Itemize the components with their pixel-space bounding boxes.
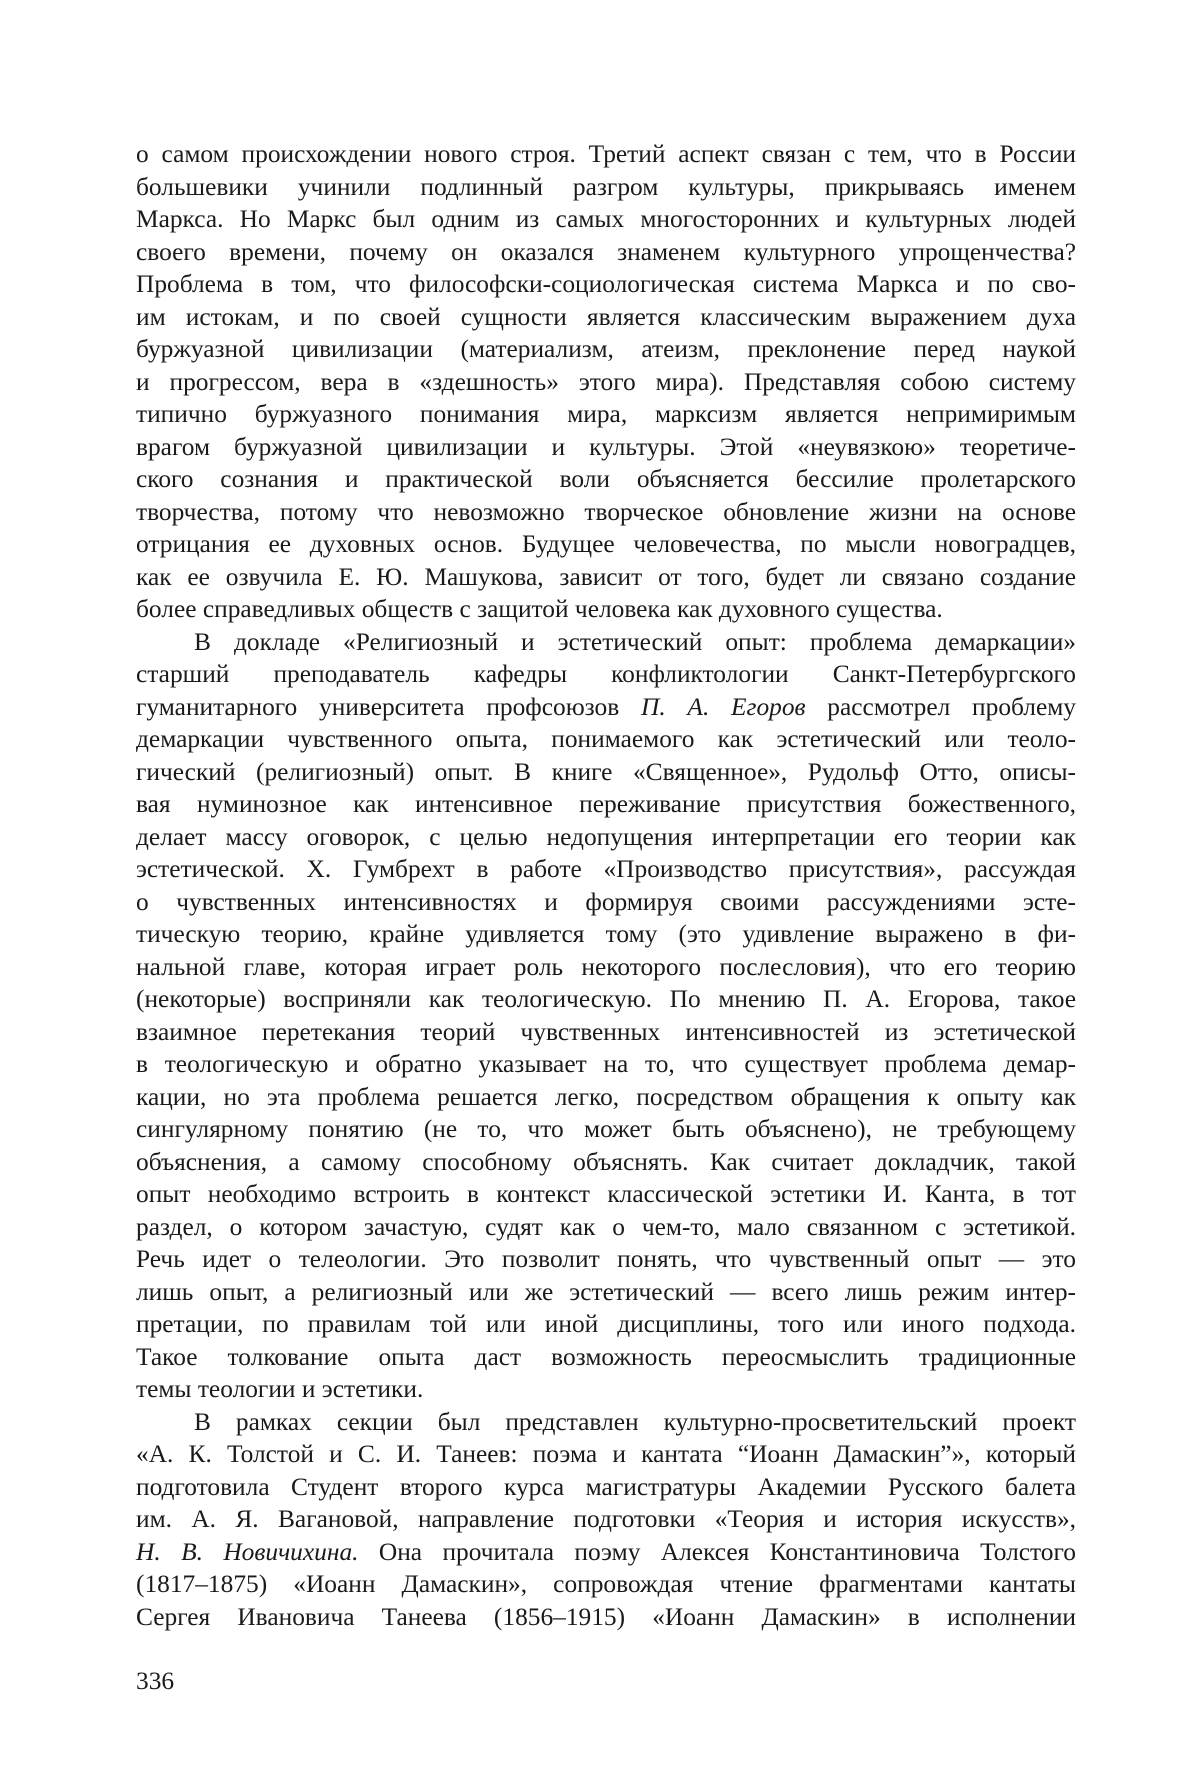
text-line: о самом происхождении нового строя. Третий аспект связан с тем, что в России	[136, 140, 1076, 168]
text-line-with-italic	[136, 1536, 1076, 1569]
text-line: им истокам, и по своей сущности является классическим выражением духа	[136, 302, 1076, 331]
text-line: своего времени, почему он оказался знаменем культурного упрощенчества?	[136, 237, 1076, 266]
text-line: в теологическую и обратно указывает на то, что существует проблема демар-	[136, 1050, 1076, 1078]
text-line: претации, по правилам той или иной дисциплины, того или иного подхода.	[136, 1310, 1076, 1338]
text-line: старший преподаватель кафедры конфликтологии Санкт-Петербургского	[136, 660, 1076, 688]
text-line: «А. К. Толстой и С. И. Танеев: поэма и кантата “Иоанн Дамаскин”», который	[136, 1440, 1076, 1468]
text-line: большевики учинили подлинный разгром культуры, прикрываясь именем	[136, 172, 1076, 201]
paragraph-1	[136, 138, 1076, 626]
text-line: тическую теорию, крайне удивляется тому (это удивление выражено в фи-	[136, 920, 1076, 948]
text-fragment: рассмотрел проблему	[805, 692, 1076, 721]
text-line: лишь опыт, а религиозный или же эстетический — всего лишь режим интер-	[136, 1277, 1076, 1306]
paragraph-3	[136, 1406, 1076, 1634]
text-line: Сергея Ивановича Танеева (1856–1915) «Иоанн Дамаскин» в исполнении	[136, 1602, 1076, 1631]
text-line: им. А. Я. Вагановой, направление подготовки «Теория и история искусств»,	[136, 1505, 1076, 1533]
text-line: ского сознания и практической воли объясняется бессилие пролетарского	[136, 465, 1076, 493]
text-line: отрицания ее духовных основ. Будущее человечества, по мысли новоградцев,	[136, 530, 1076, 558]
text-line: кации, но эта проблема решается легко, посредством обращения к опыту как	[136, 1082, 1076, 1111]
text-line: Маркса. Но Маркс был одним из самых многосторонних и культурных людей	[136, 205, 1076, 233]
body-text	[136, 138, 1076, 1633]
text-line: объяснения, а самому способному объяснять. Как считает докладчик, такой	[136, 1147, 1076, 1176]
text-line: творчества, потому что невозможно творческое обновление жизни на основе	[136, 497, 1076, 526]
text-line: типично буржуазного понимания мира, марксизм является непримиримым	[136, 400, 1076, 428]
text-line: взаимное перетекания теорий чувственных интенсивностей из эстетической	[136, 1017, 1076, 1046]
text-line: сингулярному понятию (не то, что может быть объяснено), не требующему	[136, 1115, 1076, 1143]
text-line: Проблема в том, что философски-социологическая система Маркса и по сво-	[136, 270, 1076, 298]
text-line: Такое толкование опыта даст возможность переосмыслить традиционные	[136, 1342, 1076, 1371]
text-line: подготовила Студент второго курса магистратуры Академии Русского балета	[136, 1472, 1076, 1501]
text-line: В докладе «Религиозный и эстетический опыт: проблема демаркации»	[194, 627, 1076, 656]
paragraph-2	[136, 626, 1076, 1406]
text-line: опыт необходимо встроить в контекст классической эстетики И. Канта, в тот	[136, 1180, 1076, 1208]
text-fragment: Она прочитала поэму Алексея Константиновича Толстого	[358, 1537, 1076, 1566]
text-line: Речь идет о телеологии. Это позволит понять, что чувственный опыт — это	[136, 1245, 1076, 1273]
text-line: вая нуминозное как интенсивное переживание присутствия божественного,	[136, 790, 1076, 818]
italic-author-name: П. А. Егоров	[641, 692, 806, 721]
text-line: демаркации чувственного опыта, понимаемого как эстетический или теоло-	[136, 725, 1076, 753]
text-line: буржуазной цивилизации (материализм, атеизм, преклонение перед наукой	[136, 335, 1076, 363]
text-line: более справедливых обществ с защитой человека как духовного существа.	[136, 595, 943, 623]
text-line: В рамках секции был представлен культурно-просветительский проект	[194, 1407, 1076, 1436]
text-line: и прогрессом, вера в «здешность» этого мира). Представляя собою систему	[136, 367, 1076, 396]
text-line: (1817–1875) «Иоанн Дамаскин», сопровождая чтение фрагментами кантаты	[136, 1570, 1076, 1598]
italic-author-name: Н. В. Новичихина.	[136, 1537, 359, 1566]
text-line: темы теологии и эстетики.	[136, 1375, 424, 1403]
text-line: о чувственных интенсивностях и формируя своими рассуждениями эсте-	[136, 887, 1076, 916]
text-fragment: гуманитарного университета профсоюзов	[136, 692, 641, 721]
text-line: врагом буржуазной цивилизации и культуры. Этой «неувязкою» теоретиче-	[136, 432, 1076, 461]
text-line: раздел, о котором зачастую, судят как о чем-то, мало связанном с эстетикой.	[136, 1212, 1076, 1241]
text-line: нальной главе, которая играет роль некоторого послесловия), что его теорию	[136, 952, 1076, 981]
text-line: гический (религиозный) опыт. В книге «Священное», Рудольф Отто, описы-	[136, 757, 1076, 786]
text-line: эстетической. Х. Гумбрехт в работе «Производство присутствия», рассуждая	[136, 855, 1076, 883]
page-number: 336	[136, 1667, 175, 1695]
text-line: как ее озвучила Е. Ю. Машукова, зависит от того, будет ли связано создание	[136, 562, 1076, 591]
text-line: делает массу оговорок, с целью недопущения интерпретации его теории как	[136, 822, 1076, 851]
text-line-with-italic	[136, 691, 1076, 724]
text-line: (некоторые) восприняли как теологическую. По мнению П. А. Егорова, такое	[136, 985, 1076, 1013]
